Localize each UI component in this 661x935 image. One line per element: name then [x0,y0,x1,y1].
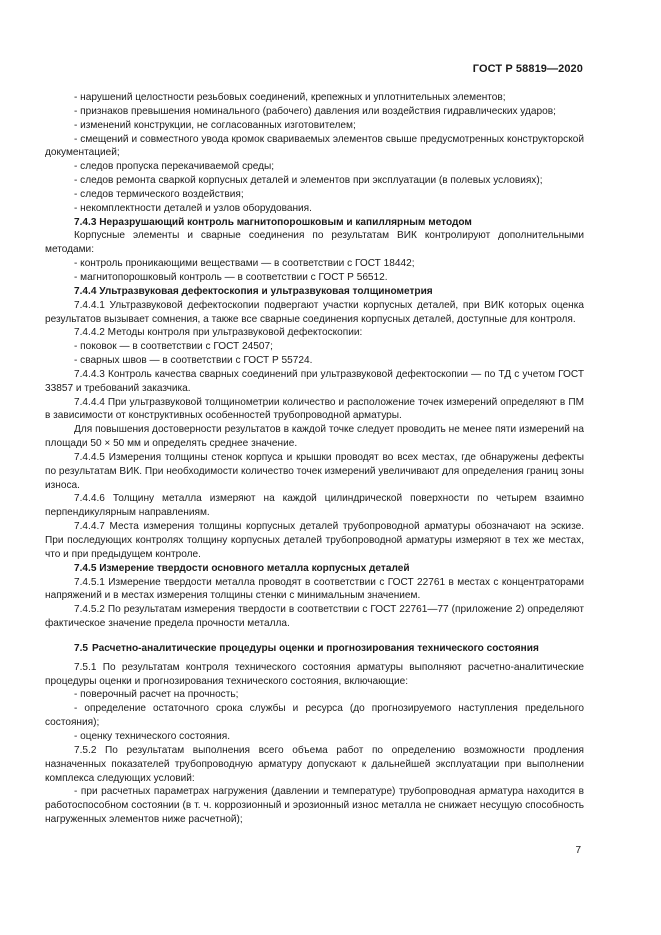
list-item: - поверочный расчет на прочность; [74,689,239,701]
paragraph: 7.4.5.2 По результатам измерения твердости в соответствии с ГОСТ 22761—77 (приложение 2) определяют фактическое значение предела прочности металла. [45,604,584,630]
document-code-header: ГОСТ Р 58819—2020 [472,63,583,75]
list-item: - сварных швов — в соответствии с ГОСТ Р 55724. [74,355,313,367]
paragraph: 7.5.2 По результатам выполнения всего объема работ по определению возможности продления назначенных показателей трубопроводную арматуру допускают к дальнейшей эксплуатации при выполнении комплекса следующих условий: [45,744,584,784]
paragraph: 7.4.4.2 Методы контроля при ультразвуковой дефектоскопии: [74,327,363,339]
section-number: 7.5 [74,642,89,654]
paragraph: Для повышения достоверности результатов в каждой точке следует проводить не менее пяти измерений на площади 50 × 50 мм и определять среднее значение. [45,424,584,450]
section-title: Расчетно-аналитические процедуры оценки и прогнозирования технического состояния [92,642,539,654]
paragraph: 7.4.5.1 Измерение твердости металла проводят в соответствии с ГОСТ 22761 в местах с концентраторами напряжений и в местах измерения толщины стенки с минимальным значением. [45,576,584,602]
list-item: - признаков превышения номинального (рабочего) давления или воздействия гидравлических ударов; [74,105,556,117]
paragraph: Корпусные элементы и сварные соединения по результатам ВИК контролируют дополнительными методами: [45,230,584,256]
list-item: - некомплектности деталей и узлов оборудования. [74,202,312,214]
paragraph: 7.4.4.3 Контроль качества сварных соединений при ультразвуковой дефектоскопии — по ТД с учетом ГОСТ 33857 и требований заказчика. [45,368,584,394]
section-heading [45,642,584,656]
paragraph: 7.5.1 По результатам контроля технического состояния арматуры выполняют расчетно-аналитические процедуры оценки и прогнозирования технического состояния, включающие: [45,661,584,687]
subsection-heading: 7.4.3 Неразрушающий контроль магнитопорошковым и капиллярным методом [74,216,472,228]
paragraph: 7.4.4.5 Измерения толщины стенок корпуса и крышки проводят во всех местах, где обнаружены дефекты по результатам ВИК. При необходимости количество точек измерений увеличивают для определения границ зоны износа. [45,451,584,491]
document-body [45,91,584,827]
paragraph: 7.4.4.6 Толщину металла измеряют на каждой цилиндрической поверхности по четырем взаимно перпендикулярным направлениям. [45,493,584,519]
list-item: - смещений и совместного увода кромок свариваемых элементов свыше предусмотренных конструкторской документацией; [45,133,584,159]
list-item: - следов пропуска перекачиваемой среды; [74,161,275,173]
paragraph: 7.4.4.4 При ультразвуковой толщинометрии количество и расположение точек измерений определяют в ПМ в зависимости от конструктивных особенностей трубопроводной арматуры. [45,396,584,422]
subsection-heading: 7.4.4 Ультразвуковая дефектоскопия и ультразвуковая толщинометрия [74,285,433,297]
list-item: - следов ремонта сваркой корпусных деталей и элементов при эксплуатации (в полевых условиях); [74,175,543,187]
list-item: - поковок — в соответствии с ГОСТ 24507; [74,341,273,353]
list-item: - изменений конструкции, не согласованных изготовителем; [74,119,356,131]
list-item: - при расчетных параметрах нагружения (давлении и температуре) трубопроводная арматура находится в работоспособном состоянии (в т. ч. коррозионный и эрозионный износ металла не снижает несущую способность нагруженных элементов ниже расчетной); [45,786,584,826]
paragraph: 7.4.4.1 Ультразвуковой дефектоскопии подвергают участки корпусных деталей, при ВИК которых оценка результатов вызывает сомнения, а также все сварные соединения корпусных деталей, доступные для контроля. [45,299,584,325]
page-number: 7 [575,845,581,856]
paragraph: 7.4.4.7 Места измерения толщины корпусных деталей трубопроводной арматуры обозначают на эскизе. При последующих контролях толщину корпусных деталей трубопроводной арматуры измеряют в тех же местах, что и при предыдущем контроле. [45,521,584,560]
subsection-heading: 7.4.5 Измерение твердости основного металла корпусных деталей [74,562,410,574]
list-item: - определение остаточного срока службы и ресурса (до прогнозируемого наступления предельного состояния); [45,703,584,729]
list-item: - оценку технического состояния. [74,730,231,742]
list-item: - нарушений целостности резьбовых соединений, крепежных и уплотнительных элементов; [74,92,506,103]
list-item: - магнитопорошковый контроль — в соответствии с ГОСТ Р 56512. [74,271,388,283]
list-item: - контроль проникающими веществами — в соответствии с ГОСТ 18442; [74,258,415,270]
list-item: - следов термического воздействия; [74,188,244,200]
